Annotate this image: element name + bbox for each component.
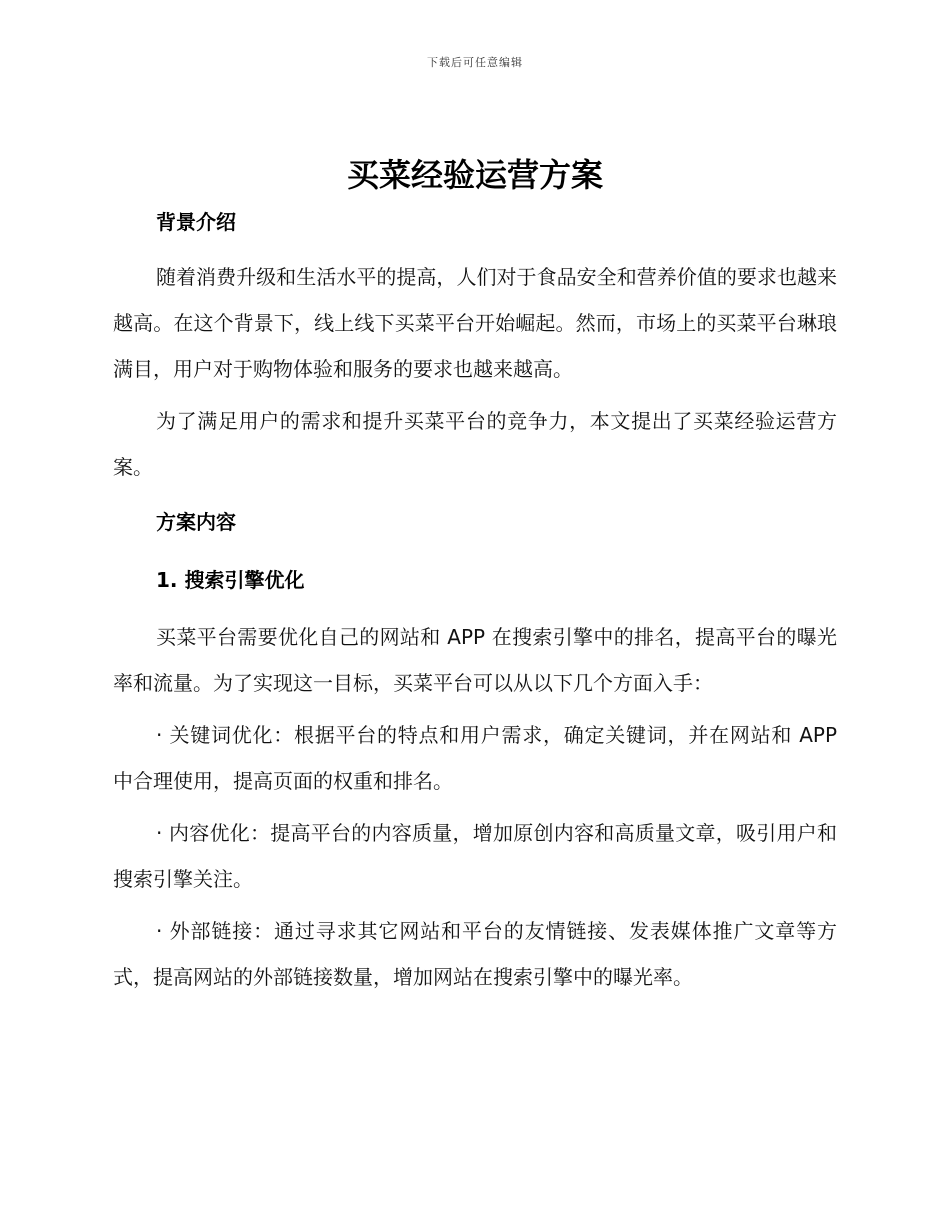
- section-heading-plan: 方案内容: [156, 510, 236, 534]
- document-body: [113, 204, 837, 1000]
- document-title: 买菜经验运营方案: [346, 156, 603, 194]
- background-paragraph-2: 为了满足用户的需求和提升买菜平台的竞争力，本文提出了买菜经验运营方案。: [113, 409, 837, 479]
- seo-bullet-content: · 内容优化：提高平台的内容质量，增加原创内容和高质量文章，吸引用户和搜索引擎关注。: [113, 821, 837, 891]
- background-paragraph-1: 随着消费升级和生活水平的提高，人们对于食品安全和营养价值的要求也越来越高。在这个背景下，线上线下买菜平台开始崛起。然而，市场上的买菜平台琳琅满目，用户对于购物体验和服务的要求也越来越高。: [113, 265, 837, 381]
- section-heading-background: 背景介绍: [156, 210, 236, 234]
- seo-bullet-external-links: · 外部链接：通过寻求其它网站和平台的友情链接、发表媒体推广文章等方式，提高网站的外部链接数量，增加网站在搜索引擎中的曝光率。: [113, 919, 837, 989]
- seo-bullet-keywords: · 关键词优化：根据平台的特点和用户需求，确定关键词，并在网站和 APP 中合理使用，提高页面的权重和排名。: [113, 723, 837, 793]
- seo-intro-paragraph: 买菜平台需要优化自己的网站和 APP 在搜索引擎中的排名，提高平台的曝光率和流量。为了实现这一目标，买菜平台可以从以下几个方面入手：: [113, 625, 837, 695]
- subsection-heading-seo: 1. 搜索引擎优化: [156, 568, 305, 592]
- header-note: 下载后可任意编辑: [427, 56, 523, 69]
